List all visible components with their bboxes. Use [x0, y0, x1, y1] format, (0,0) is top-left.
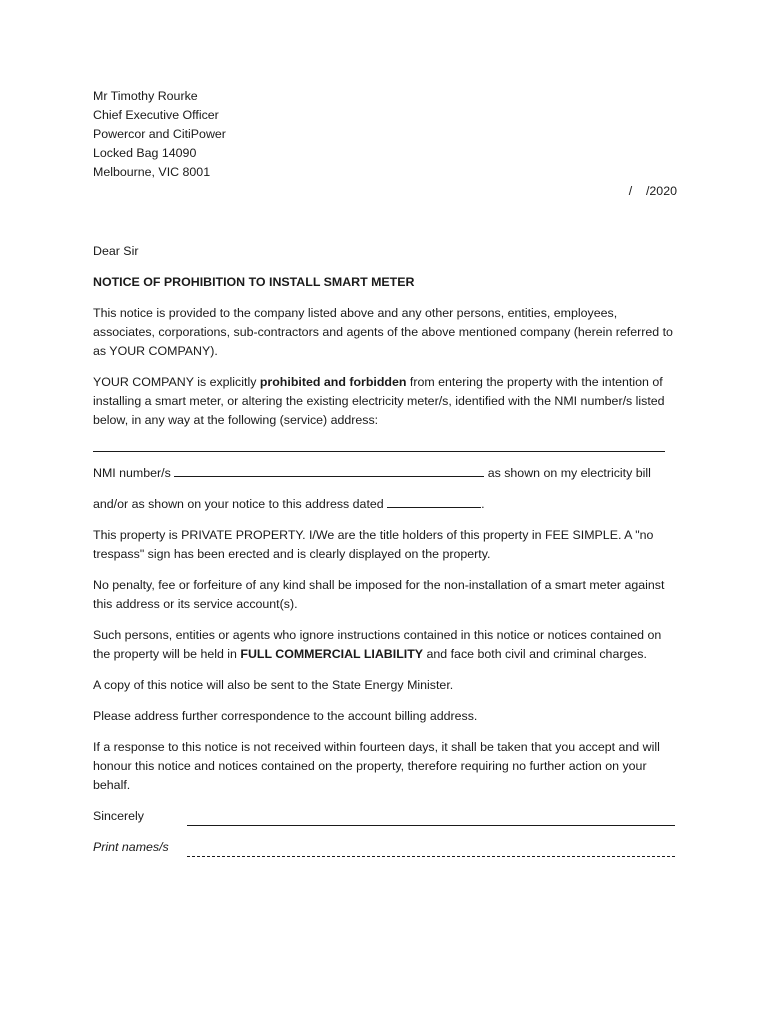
nmi-number-field[interactable]	[174, 464, 484, 477]
recipient-address-block	[93, 87, 677, 182]
letter-date	[93, 182, 677, 201]
paragraph-prohibition	[93, 373, 677, 430]
signature-row	[93, 807, 677, 826]
paragraph-response: If a response to this notice is not received within fourteen days, it shall be taken that you accept and will honour this notice and notices contained on the property, therefore requiring no further action on your behalf.	[93, 740, 660, 792]
print-names-line[interactable]	[187, 842, 675, 857]
signature-line[interactable]	[187, 811, 675, 826]
recipient-company: Powercor and CitiPower	[93, 127, 226, 141]
sincerely-label: Sincerely	[93, 809, 144, 823]
letter-page	[93, 87, 677, 857]
service-address-line[interactable]	[93, 442, 665, 452]
paragraph-minister-copy: A copy of this notice will also be sent to the State Energy Minister.	[93, 678, 454, 692]
liability-emphasis: FULL COMMERCIAL LIABILITY	[240, 647, 424, 661]
liability-text-end: and face both civil and criminal charges.	[423, 647, 647, 661]
nmi-label: NMI number/s	[93, 466, 175, 480]
paragraph-liability	[93, 626, 677, 664]
print-names-label: Print names/s	[93, 840, 169, 854]
dated-line	[93, 495, 677, 514]
salutation: Dear Sir	[93, 244, 139, 258]
paragraph-scope: This notice is provided to the company listed above and any other persons, entities, employees, associates, corporations, sub-contractors and agents of the above mentioned company (herein referred to as YOUR COMPANY).	[93, 306, 673, 358]
nmi-line	[93, 464, 677, 483]
recipient-title: Chief Executive Officer	[93, 108, 219, 122]
prohibition-text-end: from entering the property with the intention of installing a smart meter, or altering the existing electricity meter/s, identified with the NMI number/s listed below, in any way at the following (service) address:	[93, 375, 665, 427]
nmi-suffix: as shown on my electricity bill	[484, 466, 651, 480]
prohibition-emphasis: prohibited and forbidden	[259, 375, 407, 389]
dated-suffix: .	[481, 497, 485, 511]
print-names-row	[93, 838, 677, 857]
recipient-name: Mr Timothy Rourke	[93, 89, 198, 103]
paragraph-no-penalty: No penalty, fee or forfeiture of any kind shall be imposed for the non-installation of a smart meter against this address or its service account(s).	[93, 578, 665, 611]
date-text: / /2020	[628, 184, 677, 198]
paragraph-private-property: This property is PRIVATE PROPERTY. I/We are the title holders of this property in FEE SIMPLE. A "no trespass" sign has been erected and is clearly displayed on the property.	[93, 528, 654, 561]
dated-label: and/or as shown on your notice to this address dated	[93, 497, 388, 511]
prohibition-text-start: YOUR COMPANY is explicitly	[93, 375, 260, 389]
recipient-address-line-1: Locked Bag 14090	[93, 146, 197, 160]
notice-heading: NOTICE OF PROHIBITION TO INSTALL SMART METER	[93, 275, 415, 289]
notice-date-field[interactable]	[387, 495, 481, 508]
liability-text-start: Such persons, entities or agents who ignore instructions contained in this notice or notices contained on the property will be held in	[93, 628, 662, 661]
recipient-address-line-2: Melbourne, VIC 8001	[93, 165, 211, 179]
paragraph-correspondence: Please address further correspondence to the account billing address.	[93, 709, 478, 723]
